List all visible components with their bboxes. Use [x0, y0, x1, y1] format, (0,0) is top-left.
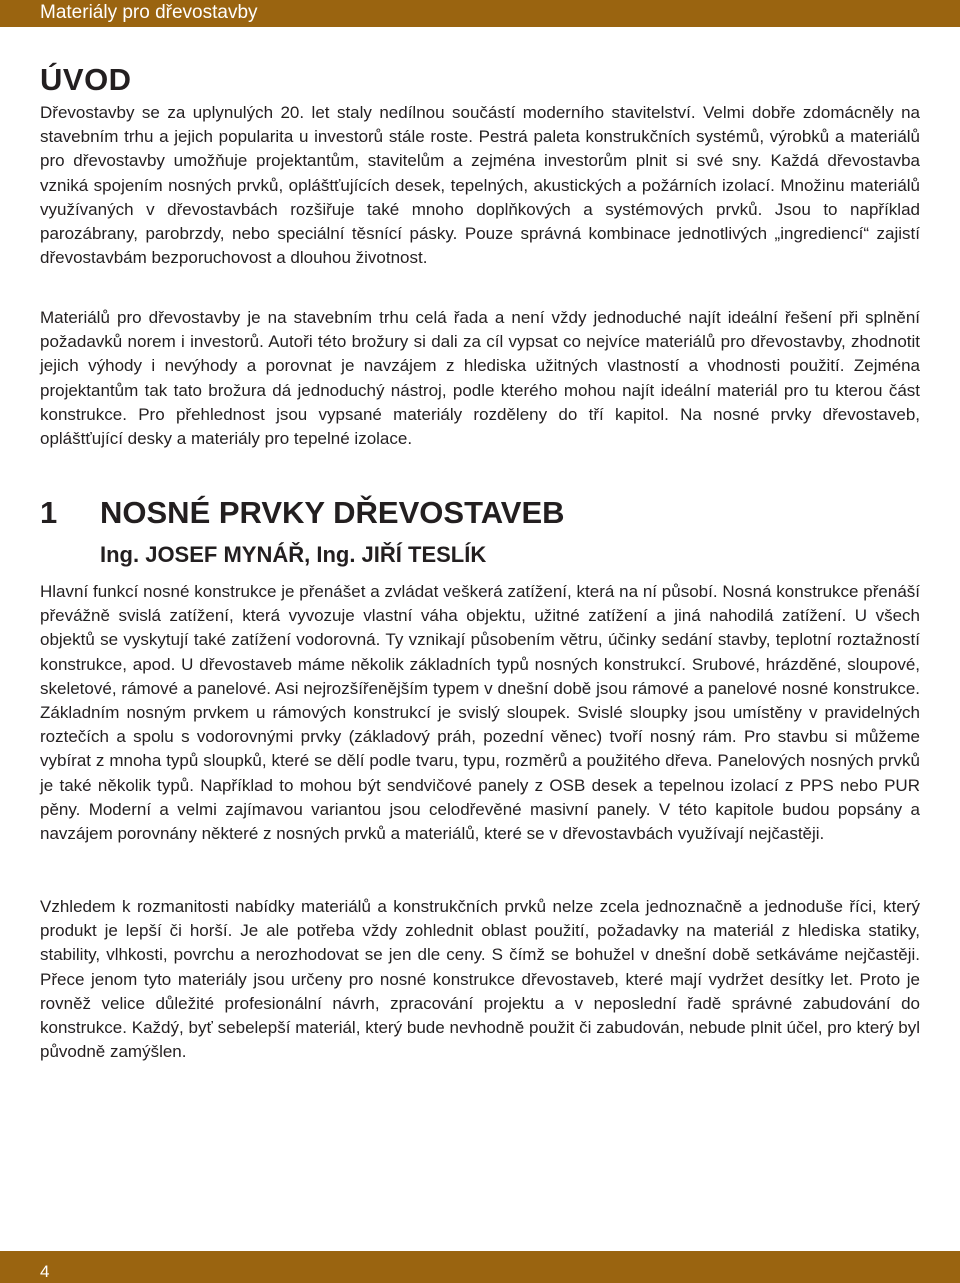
chapter-number: 1 [40, 495, 58, 530]
chapter-paragraph-2 [40, 895, 920, 1064]
footer-band [0, 1251, 960, 1283]
intro-title: ÚVOD [40, 62, 132, 97]
intro-paragraph-1-text: Dřevostavby se za uplynulých 20. let staly nedílnou součástí moderního stavitelství. Velmi dobře zdomácněly na stavebním trhu a jejich popularita u investorů stále roste. Pestrá paleta konstrukčních systémů, výrobků a materiálů pro dřevostavby umožňuje projektantům, stavitelům a zejména investorům plnit si své sny. Každá dřevostavba vzniká spojením nosných prvků, opláštťujících desek, tepelných, akustických a požárních izolací. Množinu materiálů využívaných v dřevostavbách rozšiřuje také mnoho doplňkových a systémových prvků. Jsou to například parozábrany, parobrzdy, nebo speciální těsnící pásky. Pouze správná kombinace jednotlivých „ingrediencí“ zajistí dřevostavbám bezporuchovost a dlouhou životnost. [40, 103, 920, 268]
page-number: 4 [40, 1262, 50, 1281]
chapter-title: NOSNÉ PRVKY DŘEVOSTAVEB [100, 495, 565, 530]
header-band [0, 0, 960, 27]
chapter-authors: Ing. JOSEF MYNÁŘ, Ing. JIŘÍ TESLÍK [100, 542, 487, 567]
chapter-paragraph-1 [40, 580, 920, 846]
running-header-title: Materiály pro dřevostavby [40, 2, 258, 23]
intro-paragraph-1 [40, 101, 920, 270]
chapter-heading [40, 495, 565, 531]
intro-paragraph-2-text: Materiálů pro dřevostavby je na stavebním trhu celá řada a není vždy jednoduché najít ideální řešení při splnění požadavků norem i investorů. Autoři této brožury si dali za cíl vypsat co nejvíce materiálů pro dřevostavby, zhodnotit jejich výhody i nevýhody a porovnat je navzájem z hlediska užitných vlastností a vhodnosti použití. Zejména projektantům tak tato brožura dá jednoduchý nástroj, podle kterého mohou najít ideální materiál pro tu kterou část konstrukce. Pro přehlednost jsou vypsané materiály rozděleny do tří kapitol. Na nosné prvky dřevostaveb, opláštťující desky a materiály pro tepelné izolace. [40, 308, 920, 449]
chapter-paragraph-1-text: Hlavní funkcí nosné konstrukce je přenášet a zvládat veškerá zatížení, která na ní působí. Nosná konstrukce přenáší převážně svislá zatížení, která vyvozuje vlastní váha objektu, užitné zatížení a jiná nahodilá zatížení. U všech objektů se vyskytují také zatížení vodorovná. Ty vznikají působením větru, účinky sedání stavby, teplotní roztažností konstrukce, apod. U dřevostaveb máme několik základních typů nosných konstrukcí. Srubové, hrázděné, sloupové, skeletové, rámové a panelové. Asi nejrozšířenějším typem v dnešní době jsou rámové a panelové nosné konstrukce. Základním nosným prvkem u rámových konstrukcí je svislý sloupek. Svislé sloupky jsou umístěny v pravidelných roztečích a spolu s vodorovnými prvky (základový práh, pozední věnec) tvoří nosný rám. Pro stavbu si můžeme vybírat z mnoha typů sloupků, které se dělí podle tvaru, typu, rozměrů a použitého dřeva. Panelových nosných prvků je také několik typů. Například to mohou být sendvičové panely z OSB desek a tepelnou izolací z PPS nebo PUR pěny. Moderní a velmi zajímavou variantou jsou celodřevěné masivní panely. V této kapitole budou popsány a navzájem porovnány některé z nosných prvků a materiálů, které se v dřevostavbách využívají nejčastěji. [40, 582, 920, 844]
chapter-paragraph-2-text: Vzhledem k rozmanitosti nabídky materiálů a konstrukčních prvků nelze zcela jednoznačně a jednoduše říci, který produkt je lepší či horší. Je ale potřeba vždy zohlednit oblast použití, požadavky na materiál z hlediska statiky, stability, vlhkosti, povrchu a nerozhodovat se jen dle ceny. S čímž se bohužel v dnešní době setkáváme nejčastěji. Přece jenom tyto materiály jsou určeny pro nosné konstrukce dřevostaveb, které mají vydržet desítky let. Proto je rovněž velice důležité profesionální návrh, zpracování projektu a v neposlední řadě správné zabudování do konstrukce. Každý, byť sebelepší materiál, který bude nevhodně použit či zabudován, nebude plnit účel, pro který byl původně zamýšlen. [40, 897, 920, 1062]
intro-paragraph-2 [40, 306, 920, 451]
